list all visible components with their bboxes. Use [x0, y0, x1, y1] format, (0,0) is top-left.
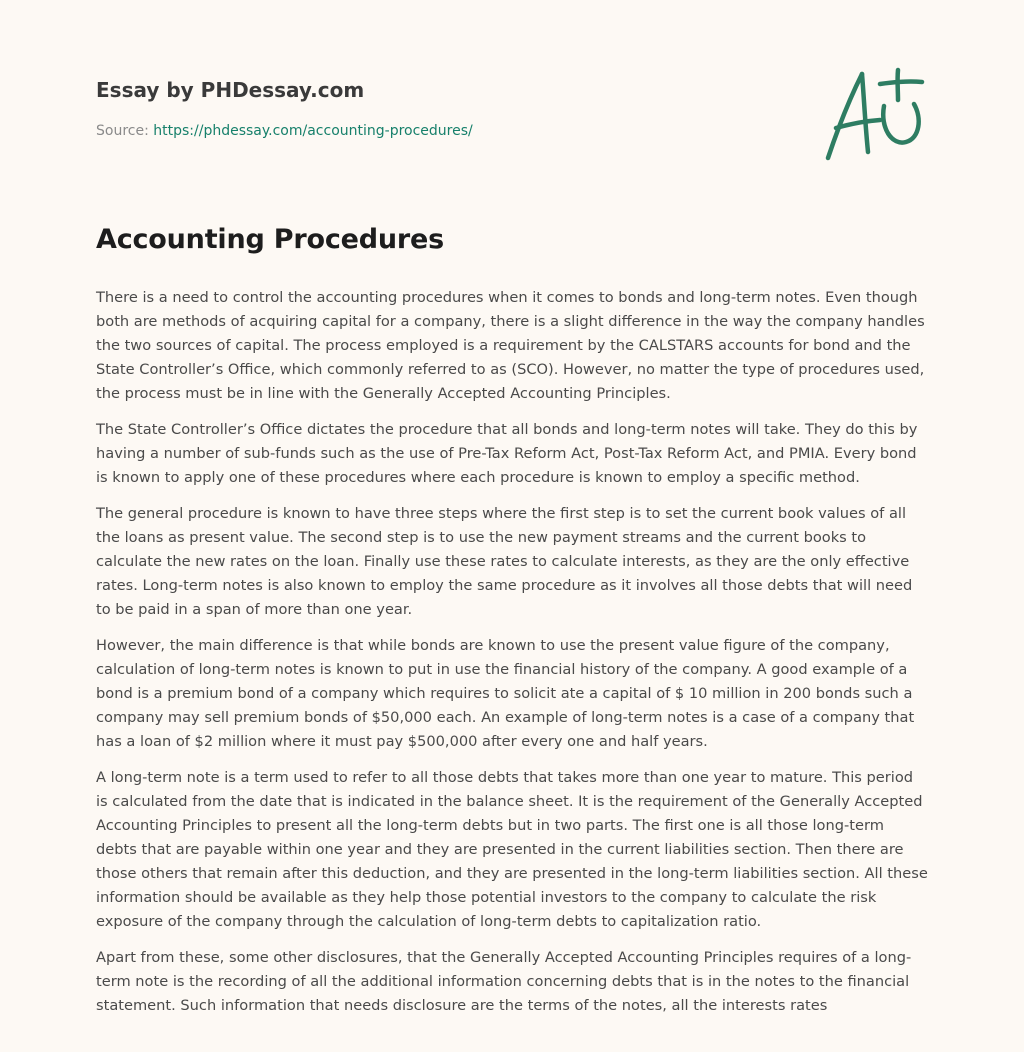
paragraph: A long-term note is a term used to refer to all those debts that takes more than one year to mature. This period is calculated from the date that is indicated in the balance sheet. It is the requirement of the Generally Accepted Accounting Principles to present all the long-term debts but in two parts. The first one is all those long-term debts that are payable within one year and they are presented in the current liabilities section. Then there are those others that remain after this deduction, and they are presented in the long-term liabilities section. All these information should be available as they help those potential investors to the company to calculate the risk exposure of the company through the calculation of long-term debts to capitalization ratio.: [96, 769, 928, 930]
article-body: [96, 286, 928, 1030]
paragraph: The State Controller’s Office dictates the procedure that all bonds and long-term notes will take. They do this by having a number of sub-funds such as the use of Pre-Tax Reform Act, Post-Tax Reform Act, and PMIA. Every bond is known to apply one of these procedures where each procedure is known to employ a specific method.: [96, 421, 918, 486]
source-link[interactable]: https://phdessay.com/accounting-procedures/: [153, 123, 473, 139]
source-line: [96, 122, 696, 140]
a-plus-grade-icon: [818, 66, 930, 166]
paragraph: There is a need to control the accounting procedures when it comes to bonds and long-term notes. Even though both are methods of acquiring capital for a company, there is a slight difference in the way the company handles the two sources of capital. The process employed is a requirement by the CALSTARS accounts for bond and the State Controller’s Office, which commonly referred to as (SCO). However, no matter the type of procedures used, the process must be in line with the Generally Accepted Accounting Principles.: [96, 289, 925, 402]
paragraph: Apart from these, some other disclosures, that the Generally Accepted Accounting Principles requires of a long-term note is the recording of all the additional information concerning debts that is in the notes to the financial statement. Such information that needs disclosure are the terms of the notes, all the interests rates: [96, 949, 912, 1014]
source-label: Source:: [96, 123, 154, 139]
paragraph: However, the main difference is that while bonds are known to use the present value figure of the company, calculation of long-term notes is known to put in use the financial history of the company. A good example of a bond is a premium bond of a company which requires to solicit ate a capital of $ 10 million in 200 bonds such a company may sell premium bonds of $50,000 each. An example of long-term notes is a case of a company that has a loan of $2 million where it must pay $500,000 after every one and half years.: [96, 637, 915, 750]
header: [96, 78, 696, 140]
site-title: Essay by PHDessay.com: [96, 78, 365, 102]
page-title: Accounting Procedures: [96, 224, 445, 255]
paragraph: The general procedure is known to have three steps where the first step is to set the current book values of all the loans as present value. The second step is to use the new payment streams and the current books to calculate the new rates on the loan. Finally use these rates to calculate interests, as they are the only effective rates. Long-term notes is also known to employ the same procedure as it involves all those debts that will need to be paid in a span of more than one year.: [96, 505, 913, 618]
